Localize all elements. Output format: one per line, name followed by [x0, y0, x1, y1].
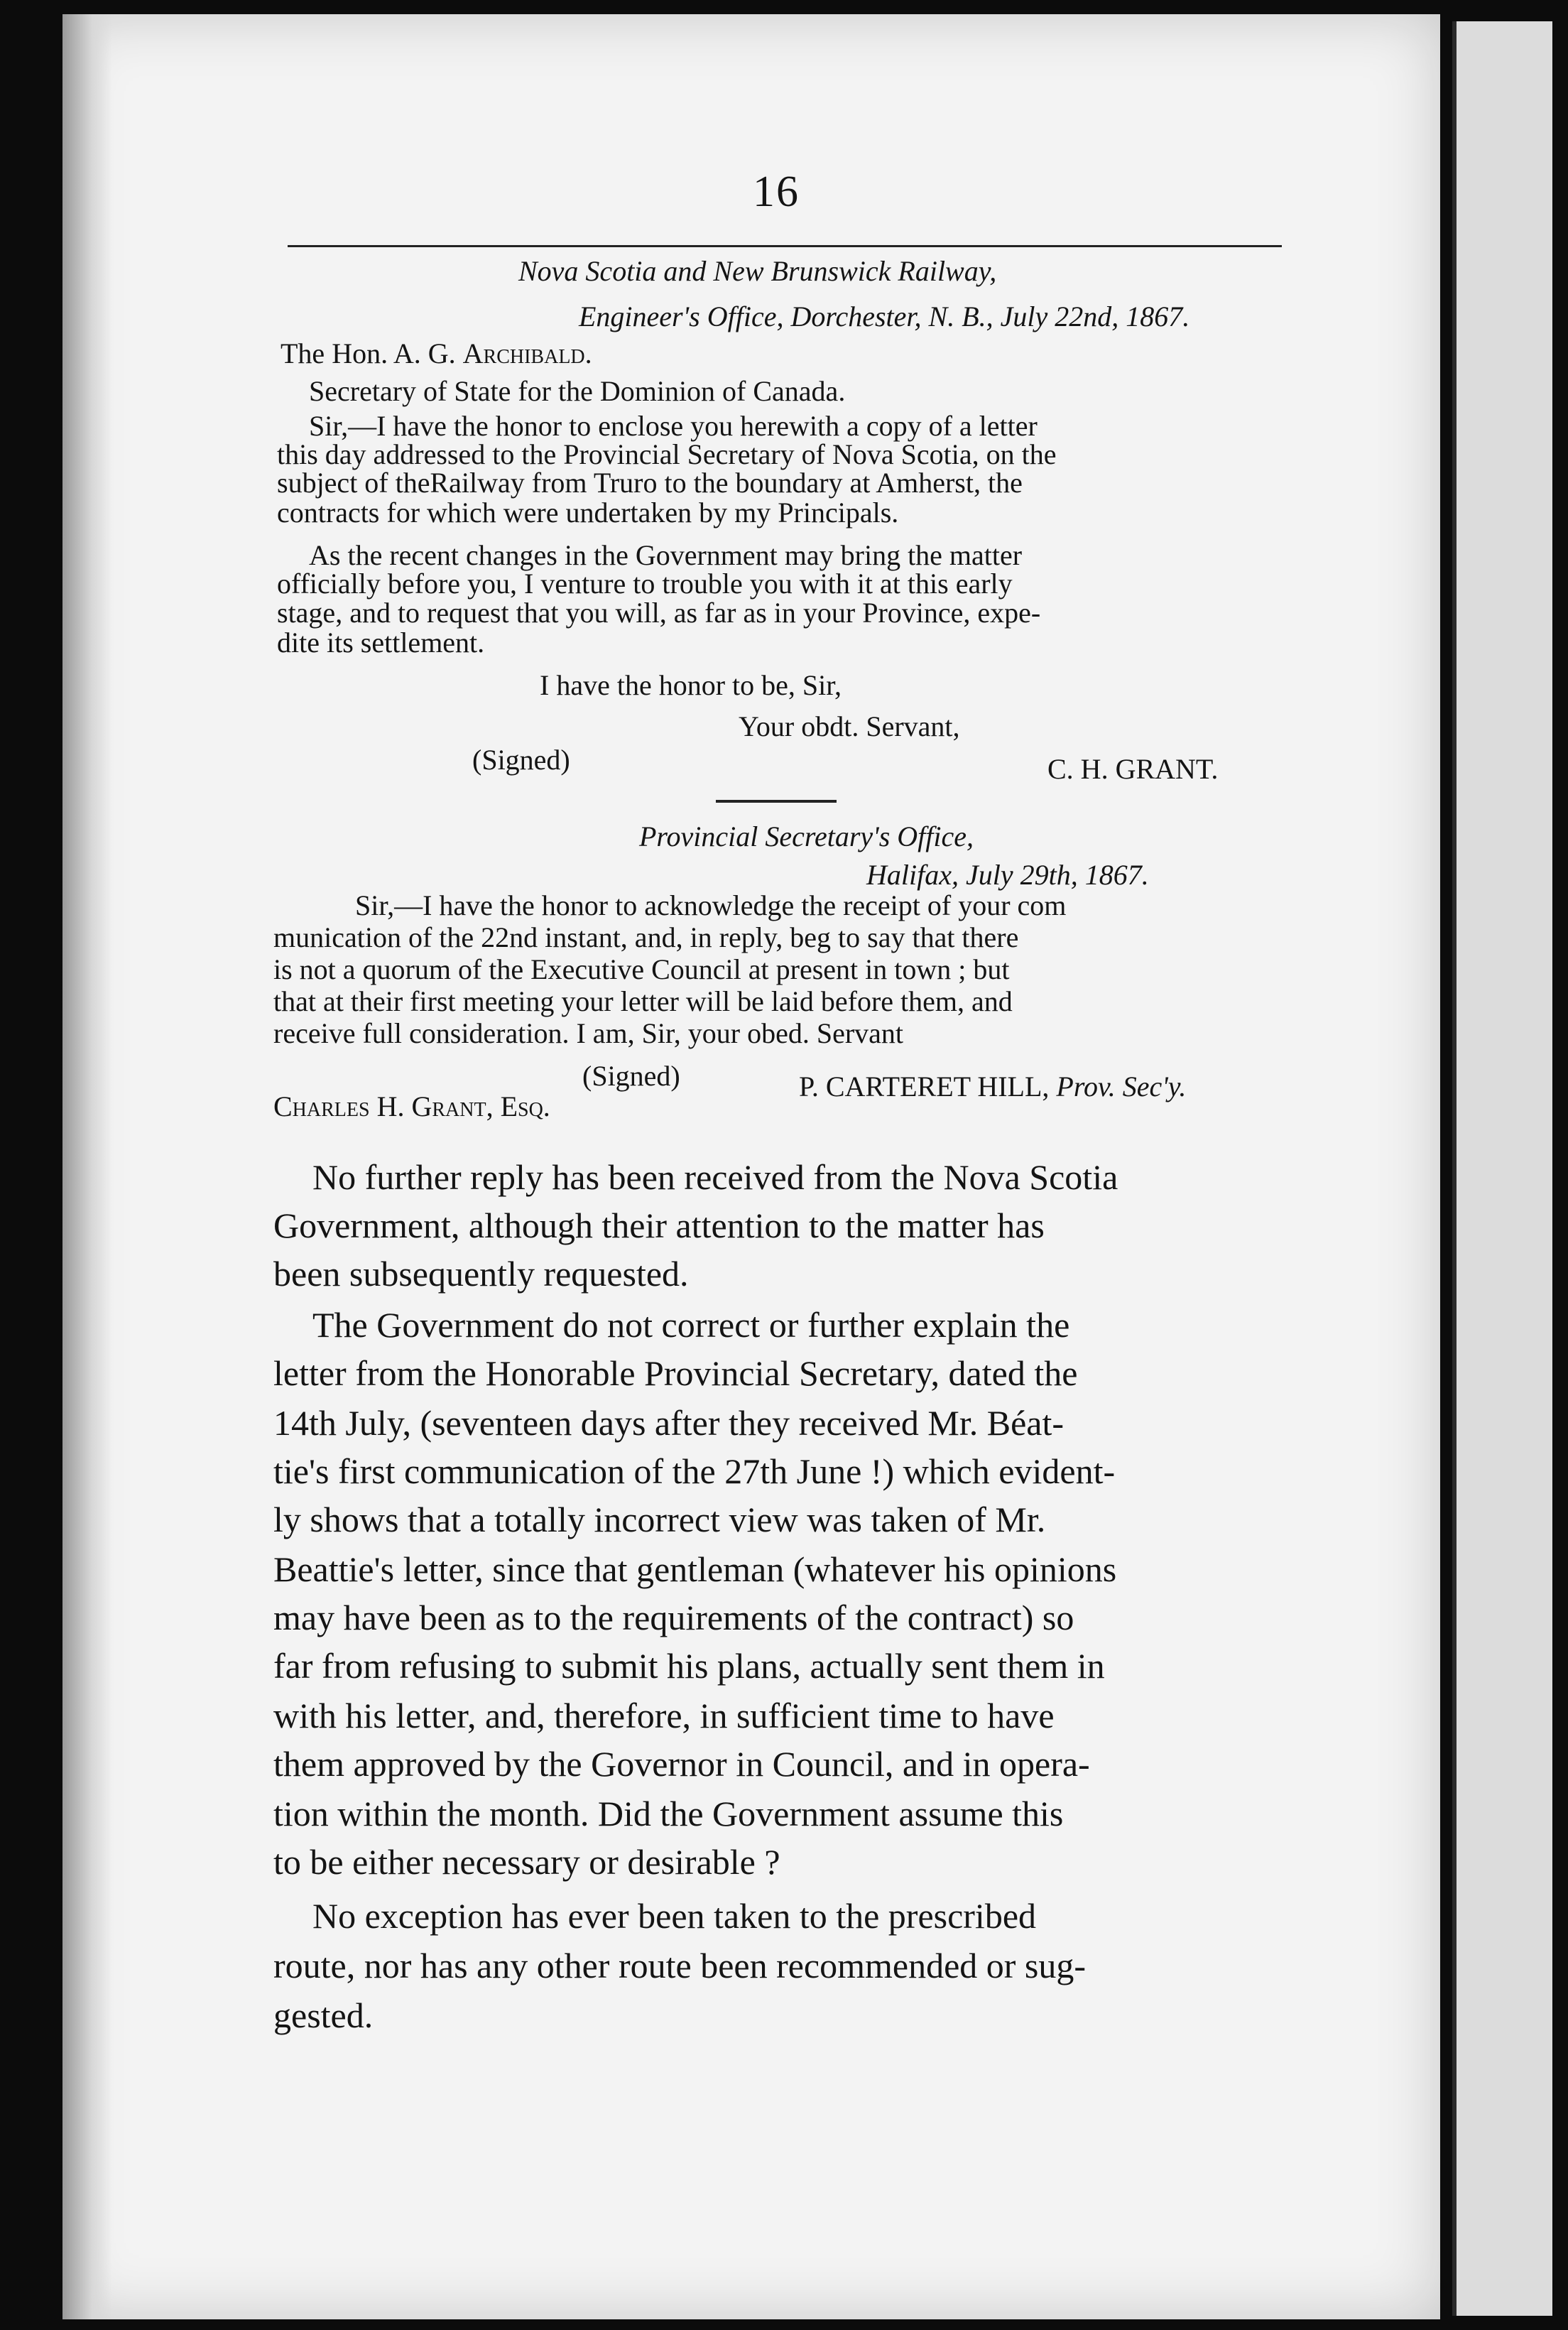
letter2-heading-1: Provincial Secretary's Office, — [639, 820, 974, 852]
letter1-closing-2: Your obdt. Servant, — [739, 710, 960, 742]
letter1-body-line: this day addressed to the Provincial Secretary of Nova Scotia, on the — [277, 438, 1057, 470]
paragraph-line: letter from the Honorable Provincial Secretary, dated the — [273, 1353, 1078, 1393]
letter1-body-line: As the recent changes in the Government may bring the matter — [309, 539, 1023, 571]
letter2-signature-name: P. CARTERET HILL, — [799, 1071, 1050, 1102]
letter2-signature — [799, 1073, 1186, 1101]
paragraph-line: with his letter, and, therefore, in sufficient time to have — [273, 1696, 1055, 1735]
letter2-body-line: that at their first meeting your letter will be laid before them, and — [273, 985, 1013, 1017]
paragraph-line: The Government do not correct or further explain the — [312, 1305, 1070, 1345]
page-number: 16 — [753, 168, 800, 216]
paragraph-line: to be either necessary or desirable ? — [273, 1842, 780, 1882]
letter2-addressee: Charles H. Grant, Esq. — [273, 1090, 550, 1122]
letter1-body-line: subject of theRailway from Truro to the boundary at Amherst, the — [277, 467, 1023, 499]
letter2-body-line: Sir,—I have the honor to acknowledge the receipt of your com — [355, 889, 1067, 921]
paragraph-line: No exception has ever been taken to the prescribed — [312, 1896, 1037, 1936]
letter2-body-line: munication of the 22nd instant, and, in reply, beg to say that there — [273, 921, 1019, 953]
paragraph-line: tion within the month. Did the Government assume this — [273, 1794, 1064, 1833]
letter1-body-line: dite its settlement. — [277, 627, 485, 659]
letter2-body-line: is not a quorum of the Executive Council at present in town ; but — [273, 953, 1010, 985]
letter1-body-line: stage, and to request that you will, as far as in your Province, expe- — [277, 597, 1041, 629]
letter2-body-line: receive full consideration. I am, Sir, your obed. Servant — [273, 1017, 904, 1049]
paragraph-line: ly shows that a totally incorrect view was taken of Mr. — [273, 1500, 1046, 1539]
letter1-signed: (Signed) — [472, 744, 570, 776]
letter1-addressee-prefix: The Hon. A. G. — [281, 337, 463, 369]
facing-page-edge — [1452, 21, 1552, 2316]
paragraph-line: gested. — [273, 1995, 374, 2035]
paragraph-line: them approved by the Governor in Council, and in opera- — [273, 1744, 1090, 1784]
letter-separator — [716, 800, 837, 803]
letter1-heading-1: Nova Scotia and New Brunswick Railway, — [518, 255, 997, 287]
paragraph-line: Government, although their attention to the matter has — [273, 1205, 1045, 1245]
paragraph-line: 14th July, (seventeen days after they received Mr. Béat- — [273, 1403, 1065, 1443]
letter1-heading-2: Engineer's Office, Dorchester, N. B., July 22nd, 1867. — [579, 300, 1190, 332]
letter1-addressee-name: Archibald. — [462, 337, 592, 369]
letter1-addressee — [281, 337, 592, 369]
letter2-signature-title: Prov. Sec'y. — [1056, 1071, 1187, 1102]
letter2-signed: (Signed) — [582, 1060, 680, 1092]
header-rule — [288, 245, 1282, 247]
letter2-heading-2: Halifax, July 29th, 1867. — [866, 859, 1149, 891]
page-edge-shadow — [62, 14, 112, 2319]
paragraph-line: tie's first communication of the 27th June !) which evident- — [273, 1451, 1116, 1491]
paragraph-line: Beattie's letter, since that gentleman (whatever his opinions — [273, 1549, 1117, 1589]
paragraph-line: route, nor has any other route been recommended or sug- — [273, 1946, 1087, 1985]
paragraph-line: No further reply has been received from the Nova Scotia — [312, 1157, 1118, 1197]
letter1-body-line: officially before you, I venture to trouble you with it at this early — [277, 568, 1013, 600]
letter1-body-line: contracts for which were undertaken by my Principals. — [277, 497, 899, 529]
paragraph-line: been subsequently requested. — [273, 1254, 689, 1294]
letter1-signature: C. H. GRANT. — [1047, 753, 1219, 785]
paragraph-line: far from refusing to submit his plans, actually sent them in — [273, 1646, 1105, 1686]
paragraph-line: may have been as to the requirements of the contract) so — [273, 1598, 1074, 1637]
letter1-body-line: Sir,—I have the honor to enclose you herewith a copy of a letter — [309, 410, 1038, 442]
letter1-addressee-title: Secretary of State for the Dominion of Canada. — [309, 375, 846, 407]
letter1-closing-1: I have the honor to be, Sir, — [540, 669, 842, 701]
